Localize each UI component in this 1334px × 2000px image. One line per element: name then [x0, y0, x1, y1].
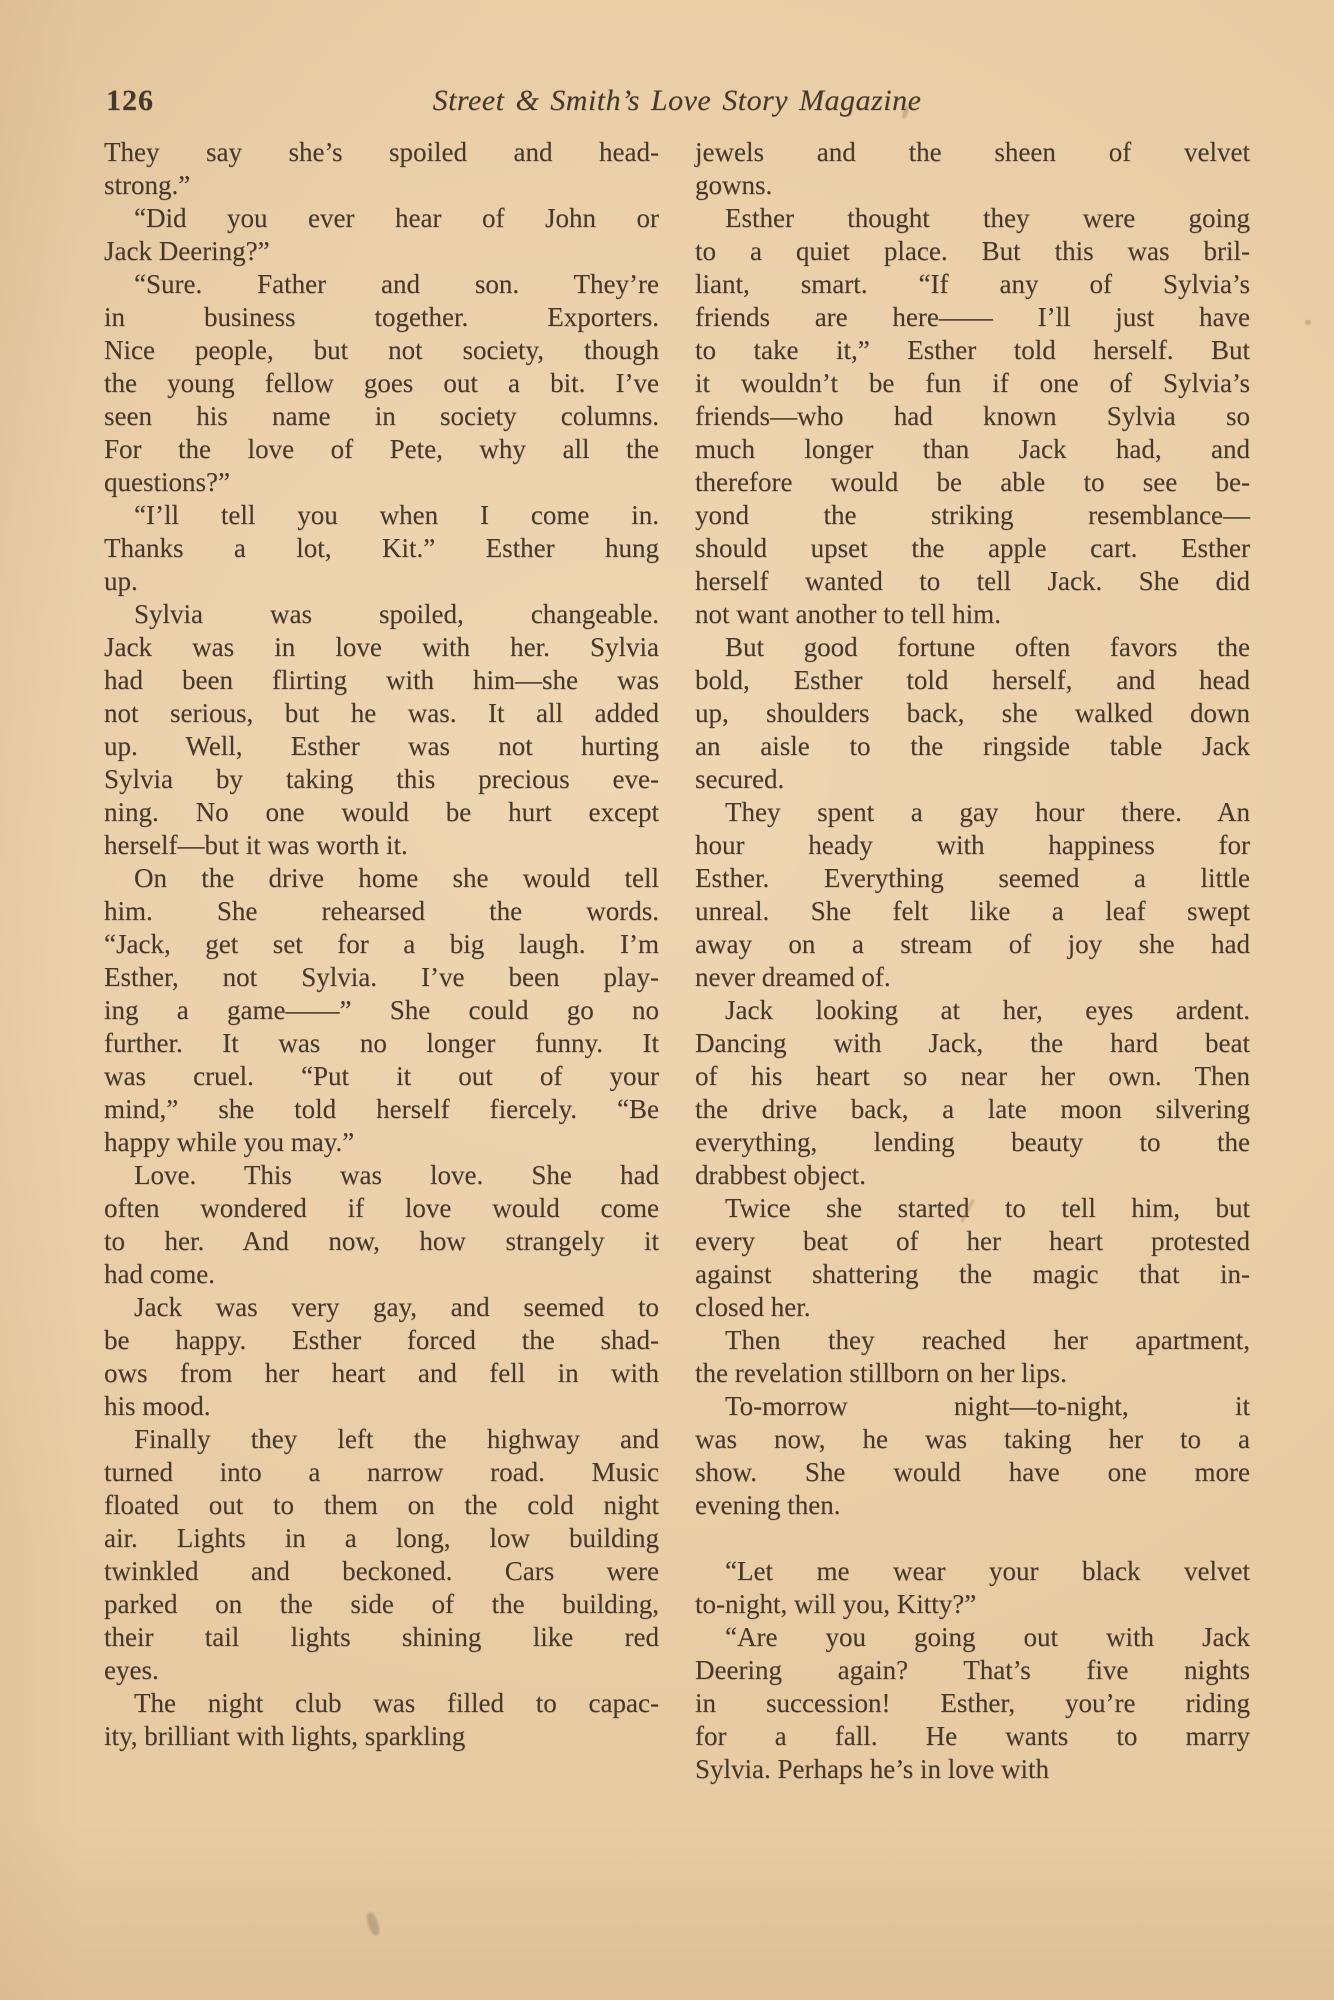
text-line: the revelation stillborn on her lips. — [695, 1358, 1067, 1388]
text-line: questions?” — [104, 467, 230, 497]
text-line: ing a game——” She could go no — [104, 995, 659, 1025]
text-line: ows from her heart and fell in with — [104, 1358, 659, 1388]
paragraph — [695, 136, 1250, 202]
text-line: every beat of her heart protested — [695, 1226, 1250, 1256]
text-line: everything, lending beauty to the — [695, 1127, 1250, 1157]
paragraph — [695, 796, 1250, 994]
text-line: be happy. Esther forced the shad- — [104, 1325, 659, 1355]
text-line: in succession! Esther, you’re riding — [695, 1688, 1250, 1718]
text-line: For the love of Pete, why all the — [104, 434, 659, 464]
text-line: jewels and the sheen of velvet — [695, 137, 1250, 167]
text-line: twinkled and beckoned. Cars were — [104, 1556, 659, 1586]
scan-speck — [1305, 320, 1311, 325]
text-line: up, shoulders back, she walked down — [695, 698, 1250, 728]
paragraph — [104, 499, 659, 598]
text-line: drabbest object. — [695, 1160, 866, 1190]
text-line: further. It was no longer funny. It — [104, 1028, 659, 1058]
story-text — [104, 136, 1250, 1786]
text-line: seen his name in society columns. — [104, 401, 659, 431]
text-line: floated out to them on the cold night — [104, 1490, 659, 1520]
text-line: had been flirting with him—she was — [104, 665, 659, 695]
text-line: much longer than Jack had, and — [695, 434, 1250, 464]
text-line: yond the striking resemblance— — [695, 500, 1250, 530]
text-line: friends are here—— I’ll just have — [695, 302, 1250, 332]
text-line: was now, he was taking her to a — [695, 1424, 1250, 1454]
text-line: liant, smart. “If any of Sylvia’s — [695, 269, 1250, 299]
text-line: ity, brilliant with lights, sparkling — [104, 1721, 466, 1751]
text-line: the young fellow goes out a bit. I’ve — [104, 368, 659, 398]
text-line: Esther. Everything seemed a little — [695, 863, 1250, 893]
text-line: it wouldn’t be fun if one of Sylvia’s — [695, 368, 1250, 398]
text-line: never dreamed of. — [695, 962, 891, 992]
text-line: unreal. She felt like a leaf swept — [695, 896, 1250, 926]
paragraph — [695, 631, 1250, 796]
text-line: in business together. Exporters. — [104, 302, 659, 332]
text-line: his mood. — [104, 1391, 211, 1421]
text-line: “Let me wear your black velvet — [725, 1556, 1250, 1586]
text-line: herself—but it was worth it. — [104, 830, 408, 860]
running-head — [104, 84, 1250, 126]
text-line: Then they reached her apartment, — [725, 1325, 1250, 1355]
text-line: “Did you ever hear of John or — [134, 203, 659, 233]
text-line: herself wanted to tell Jack. She did — [695, 566, 1250, 596]
text-line: their tail lights shining like red — [104, 1622, 659, 1652]
text-line: Esther thought they were going — [725, 203, 1250, 233]
text-line: Twice she started to tell him, but — [725, 1193, 1250, 1223]
text-line: him. She rehearsed the words. — [104, 896, 659, 926]
text-line: closed her. — [695, 1292, 811, 1322]
text-line: eyes. — [104, 1655, 159, 1685]
paragraph — [104, 202, 659, 268]
text-line: friends—who had known Sylvia so — [695, 401, 1250, 431]
paragraph — [104, 136, 659, 202]
paragraph — [104, 1687, 659, 1753]
text-line: “Jack, get set for a big laugh. I’m — [104, 929, 659, 959]
text-line: “I’ll tell you when I come in. — [134, 500, 659, 530]
running-head-title: Street & Smith’s Love Story Magazine — [432, 84, 922, 117]
text-line: secured. — [695, 764, 785, 794]
left-column — [104, 136, 659, 1786]
text-line: Sylvia by taking this precious eve- — [104, 764, 659, 794]
text-line: the drive back, a late moon silvering — [695, 1094, 1250, 1124]
text-line: Finally they left the highway and — [134, 1424, 659, 1454]
text-line: Deering again? That’s five nights — [695, 1655, 1250, 1685]
text-line: hour heady with happiness for — [695, 830, 1250, 860]
page-number: 126 — [106, 84, 154, 117]
text-line: But good fortune often favors the — [725, 632, 1250, 662]
paragraph — [104, 1291, 659, 1423]
text-line: “Sure. Father and son. They’re — [134, 269, 659, 299]
text-line: “Are you going out with Jack — [725, 1622, 1250, 1652]
text-line: an aisle to the ringside table Jack — [695, 731, 1250, 761]
text-line: against shattering the magic that in- — [695, 1259, 1250, 1289]
text-line: to a quiet place. But this was bril- — [695, 236, 1250, 266]
text-line: Jack was in love with her. Sylvia — [104, 632, 659, 662]
text-line: to take it,” Esther told herself. But — [695, 335, 1250, 365]
text-line: often wondered if love would come — [104, 1193, 659, 1223]
text-line: Sylvia was spoiled, changeable. — [134, 599, 659, 629]
text-line: gowns. — [695, 170, 773, 200]
text-line: turned into a narrow road. Music — [104, 1457, 659, 1487]
paragraph — [104, 862, 659, 1159]
text-line: away on a stream of joy she had — [695, 929, 1250, 959]
text-line: mind,” she told herself fiercely. “Be — [104, 1094, 659, 1124]
text-line: Nice people, but not society, though — [104, 335, 659, 365]
text-line: The night club was filled to capac- — [134, 1688, 659, 1718]
text-line: should upset the apple cart. Esther — [695, 533, 1250, 563]
text-line: of his heart so near her own. Then — [695, 1061, 1250, 1091]
text-line: They say she’s spoiled and head- — [104, 137, 659, 167]
text-line: ning. No one would be hurt except — [104, 797, 659, 827]
text-line: had come. — [104, 1259, 215, 1289]
text-line: parked on the side of the building, — [104, 1589, 659, 1619]
paragraph — [104, 1423, 659, 1687]
text-line: to-night, will you, Kitty?” — [695, 1589, 977, 1619]
text-line: Dancing with Jack, the hard beat — [695, 1028, 1250, 1058]
text-line: Jack looking at her, eyes ardent. — [725, 995, 1250, 1025]
text-line: show. She would have one more — [695, 1457, 1250, 1487]
text-line: not want another to tell him. — [695, 599, 1001, 629]
paragraph — [104, 1159, 659, 1291]
text-line: up. — [104, 566, 138, 596]
paragraph — [695, 202, 1250, 631]
paragraph — [104, 598, 659, 862]
text-line: evening then. — [695, 1490, 841, 1520]
scan-smudge — [364, 1911, 382, 1937]
paragraph — [695, 994, 1250, 1192]
right-column — [695, 136, 1250, 1786]
text-line: On the drive home she would tell — [134, 863, 659, 893]
text-line: Esther, not Sylvia. I’ve been play- — [104, 962, 659, 992]
text-line: up. Well, Esther was not hurting — [104, 731, 659, 761]
text-line: Thanks a lot, Kit.” Esther hung — [104, 533, 659, 563]
text-line: strong.” — [104, 170, 191, 200]
text-line: therefore would be able to see be- — [695, 467, 1250, 497]
text-line: air. Lights in a long, low building — [104, 1523, 659, 1553]
text-line: Jack was very gay, and seemed to — [134, 1292, 659, 1322]
paragraph — [695, 1324, 1250, 1390]
text-line: not serious, but he was. It all added — [104, 698, 659, 728]
text-line: To-morrow night—to-night, it — [725, 1391, 1250, 1421]
text-line: for a fall. He wants to marry — [695, 1721, 1250, 1751]
text-line: They spent a gay hour there. An — [725, 797, 1250, 827]
text-line: Love. This was love. She had — [134, 1160, 659, 1190]
paragraph — [695, 1390, 1250, 1522]
paragraph — [104, 268, 659, 499]
text-line: bold, Esther told herself, and head — [695, 665, 1250, 695]
text-line: happy while you may.” — [104, 1127, 355, 1157]
paragraph — [695, 1621, 1250, 1786]
paragraph — [695, 1192, 1250, 1324]
text-line: Sylvia. Perhaps he’s in love with — [695, 1754, 1049, 1784]
paragraph — [695, 1555, 1250, 1621]
text-line: Jack Deering?” — [104, 236, 270, 266]
text-line: was cruel. “Put it out of your — [104, 1061, 659, 1091]
text-line: to her. And now, how strangely it — [104, 1226, 659, 1256]
